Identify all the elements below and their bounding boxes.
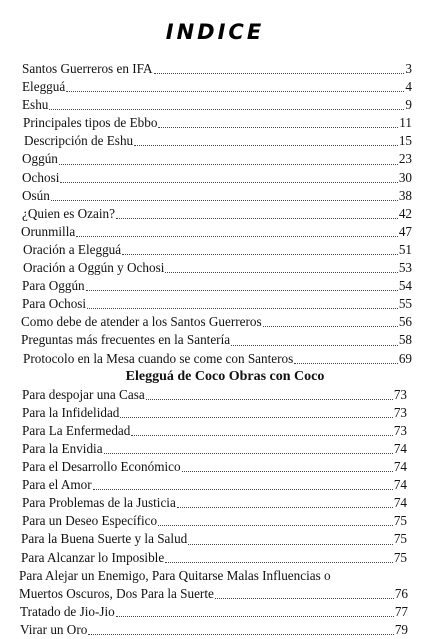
toc-entry[interactable] bbox=[0, 96, 430, 114]
toc-entry[interactable] bbox=[0, 277, 430, 295]
toc-entry-label: Para la Infidelidad bbox=[22, 404, 120, 420]
toc-entry-label: Para La Enfermedad bbox=[22, 422, 131, 438]
toc-entry-page: 79 bbox=[394, 621, 408, 637]
leader-dots bbox=[154, 73, 405, 74]
toc-entry-label: Para Ochosi bbox=[22, 296, 87, 312]
leader-dots bbox=[134, 145, 398, 146]
toc-entry-label: Elegguá bbox=[22, 79, 66, 95]
toc-entry-page: 51 bbox=[398, 241, 412, 257]
toc-entry-label: Oración a Elegguá bbox=[23, 241, 122, 257]
toc-entry-page: 3 bbox=[405, 61, 412, 76]
toc-entry[interactable] bbox=[0, 512, 430, 530]
toc-entry[interactable] bbox=[0, 205, 430, 223]
leader-dots bbox=[104, 453, 393, 454]
leader-dots bbox=[231, 345, 398, 346]
toc-entry-label: Tratado de Jio-Jio bbox=[20, 603, 115, 619]
toc-entry-long-line1 bbox=[0, 567, 430, 585]
leader-dots bbox=[165, 562, 393, 563]
leader-dots bbox=[51, 200, 398, 201]
leader-dots bbox=[49, 109, 404, 110]
leader-dots bbox=[182, 471, 393, 472]
toc-entry-label: Ochosi bbox=[22, 169, 60, 185]
toc-entry-label: Para el Amor bbox=[22, 477, 92, 493]
toc-entry-page: 9 bbox=[405, 97, 412, 113]
toc-entry[interactable] bbox=[0, 458, 430, 476]
leader-dots bbox=[66, 91, 404, 92]
toc-entry-page: 23 bbox=[398, 151, 412, 167]
toc-entry[interactable] bbox=[0, 530, 430, 548]
toc-entry[interactable] bbox=[0, 386, 430, 404]
leader-dots bbox=[294, 363, 398, 364]
leader-dots bbox=[116, 616, 394, 617]
toc-entry[interactable] bbox=[0, 350, 430, 368]
toc-entry-page: 15 bbox=[398, 133, 412, 149]
leader-dots bbox=[263, 326, 398, 327]
toc-entry[interactable] bbox=[0, 549, 430, 567]
toc-entry-page: 38 bbox=[398, 187, 412, 203]
toc-entry-label: Para Alcanzar lo Imposible bbox=[21, 549, 165, 565]
toc-entry-label: Oración a Oggún y Ochosi bbox=[23, 260, 165, 276]
leader-dots bbox=[188, 544, 393, 545]
toc-list-section bbox=[0, 386, 430, 567]
toc-entry-label: Eshu bbox=[22, 97, 49, 113]
toc-entry[interactable] bbox=[0, 259, 430, 277]
toc-entry-label: Orunmilla bbox=[21, 223, 76, 239]
toc-entry[interactable] bbox=[0, 476, 430, 494]
toc-entry-page: 75 bbox=[393, 549, 407, 565]
toc-entry[interactable] bbox=[0, 404, 430, 422]
toc-entry-label: Oggún bbox=[22, 151, 58, 167]
toc-entry-page: 74 bbox=[393, 495, 407, 511]
toc-entry[interactable] bbox=[0, 331, 430, 349]
toc-list-end bbox=[0, 603, 430, 639]
toc-entry-page: 56 bbox=[398, 314, 412, 330]
toc-entry-label: ¿Quien es Ozain? bbox=[22, 205, 116, 221]
toc-entry-page: 75 bbox=[393, 531, 407, 547]
section-heading: Elegguá de Coco Obras con Coco bbox=[125, 368, 325, 384]
toc-entry[interactable] bbox=[0, 603, 430, 621]
toc-entry[interactable] bbox=[0, 132, 430, 150]
toc-entry-page: 74 bbox=[393, 477, 407, 493]
toc-entry-page: 75 bbox=[393, 513, 407, 529]
toc-entry[interactable] bbox=[0, 78, 430, 96]
toc-entry-page: 74 bbox=[393, 459, 407, 475]
toc-entry[interactable] bbox=[0, 621, 430, 639]
toc-list-main bbox=[0, 60, 430, 368]
toc-entry-page: 53 bbox=[398, 260, 412, 276]
toc-entry-long[interactable] bbox=[0, 585, 430, 603]
toc-entry-page: 58 bbox=[398, 332, 412, 348]
toc-entry-page: 54 bbox=[398, 278, 412, 294]
leader-dots bbox=[88, 634, 393, 635]
toc-entry-label: Muertos Oscuros, Dos Para la Suerte bbox=[19, 585, 214, 601]
toc-entry[interactable] bbox=[0, 60, 430, 78]
leader-dots bbox=[93, 489, 393, 490]
leader-dots bbox=[165, 272, 397, 273]
leader-dots bbox=[60, 182, 397, 183]
toc-entry-label: Como debe de atender a los Santos Guerreros bbox=[21, 314, 262, 330]
toc-entry-page: 47 bbox=[398, 223, 412, 239]
toc-entry[interactable] bbox=[0, 295, 430, 313]
toc-entry-label: Principales tipos de Ebbo bbox=[23, 115, 158, 131]
toc-entry-page: 42 bbox=[398, 205, 412, 221]
toc-entry[interactable] bbox=[0, 169, 430, 187]
toc-entry-label: Para la Buena Suerte y la Salud bbox=[21, 531, 188, 547]
toc-entry-page: 76 bbox=[394, 585, 408, 601]
toc-entry-label: Para la Envidia bbox=[22, 440, 103, 456]
toc-entry-label: Preguntas más frecuentes en la Santería bbox=[21, 332, 231, 348]
toc-entry-label: Para despojar una Casa bbox=[22, 386, 145, 402]
toc-entry-label: Osún bbox=[22, 187, 50, 203]
toc-entry[interactable] bbox=[0, 440, 430, 458]
leader-dots bbox=[146, 399, 393, 400]
leader-dots bbox=[59, 164, 398, 165]
toc-entry[interactable] bbox=[0, 494, 430, 512]
toc-entry[interactable] bbox=[0, 313, 430, 331]
leader-dots bbox=[116, 218, 398, 219]
leader-dots bbox=[76, 236, 398, 237]
toc-entry-label: Virar un Oro bbox=[20, 621, 88, 637]
toc-entry-page: 77 bbox=[394, 603, 408, 619]
leader-dots bbox=[86, 290, 398, 291]
toc-entry[interactable] bbox=[0, 187, 430, 205]
toc-entry-page: 4 bbox=[405, 79, 412, 95]
toc-entry-page: 30 bbox=[398, 169, 412, 185]
leader-dots bbox=[87, 308, 398, 309]
toc-entry[interactable] bbox=[0, 223, 430, 241]
toc-entry-label: Para Alejar un Enemigo, Para Quitarse Malas Influencias o bbox=[19, 567, 331, 583]
toc-entry-label: Para un Deseo Específico bbox=[22, 513, 158, 529]
leader-dots bbox=[122, 254, 398, 255]
toc-entry-label: Para Oggún bbox=[22, 278, 85, 294]
toc-entry-label: Para el Desarrollo Económico bbox=[22, 459, 181, 475]
toc-entry-page: 73 bbox=[393, 404, 407, 420]
table-of-contents bbox=[0, 60, 430, 639]
toc-entry[interactable] bbox=[0, 150, 430, 168]
leader-dots bbox=[158, 127, 398, 128]
toc-entry[interactable] bbox=[0, 114, 430, 132]
leader-dots bbox=[177, 507, 393, 508]
toc-entry-page: 11 bbox=[399, 115, 412, 131]
toc-entry[interactable] bbox=[0, 422, 430, 440]
toc-entry-label: Protocolo en la Mesa cuando se come con Santeros bbox=[23, 350, 294, 366]
leader-dots bbox=[120, 417, 392, 418]
toc-entry-page: 73 bbox=[393, 386, 407, 402]
toc-entry-page: 55 bbox=[398, 296, 412, 312]
leader-dots bbox=[215, 598, 394, 599]
leader-dots bbox=[131, 435, 392, 436]
toc-entry-page: 69 bbox=[398, 350, 412, 366]
toc-entry-label: Para Problemas de la Justicia bbox=[22, 495, 176, 511]
leader-dots bbox=[158, 525, 393, 526]
toc-entry-page: 73 bbox=[393, 422, 407, 438]
toc-entry-page: 74 bbox=[393, 440, 407, 456]
toc-entry[interactable] bbox=[0, 241, 430, 259]
toc-entry-label: Descripción de Eshu bbox=[24, 133, 134, 149]
toc-entry-label: Santos Guerreros en IFA bbox=[22, 61, 153, 76]
page-title: INDICE bbox=[165, 20, 265, 44]
